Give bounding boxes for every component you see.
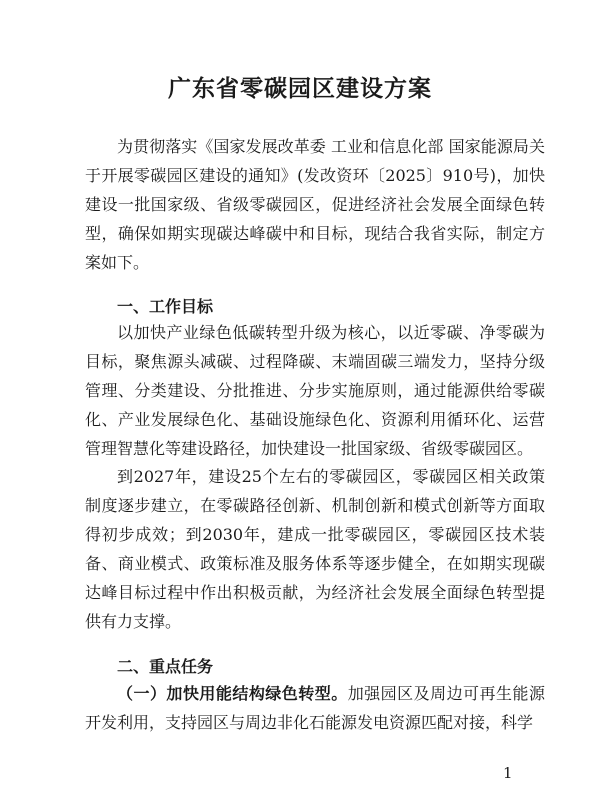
goals-paragraph-1: 以加快产业绿色低碳转型升级为核心，以近零碳、净零碳为目标，聚焦源头减碳、过程降碳、末端固碳三端发力，坚持分级管理、分类建设、分批推进、分步实施原则，通过能源供给零碳化、产业发展绿色化、基础设施绿色化、资源利用循环化、运营管理智慧化等建设路径，加快建设一批国家级、省级零碳园区。 [85, 323, 545, 458]
page-title: 广东省零碳园区建设方案 [168, 76, 432, 102]
task-text-1: 加强园区及周边可再生能源开发利用，支持园区与周边非化石能源发电资源匹配对接，科学 [85, 684, 545, 732]
section-heading-tasks: 二、重点任务 [117, 657, 214, 676]
goals-paragraph-2: 到2027年，建设25个左右的零碳园区，零碳园区相关政策制度逐步建立，在零碳路径创新、机制创新和模式创新等方面取得初步成效；到2030年，建成一批零碳园区，零碳园区技术装备、商业模式、政策标准及服务体系等逐步健全，在如期实现碳达峰目标过程中作出积极贡献，为经济社会发展全面绿色转型提供有力支撑。 [85, 467, 545, 631]
intro-paragraph: 为贯彻落实《国家发展改革委 工业和信息化部 国家能源局关于开展零碳园区建设的通知》(发改资环〔2025〕910号)，加快建设一批国家级、省级零碳园区，促进经济社会发展全面绿色转型，确保如期实现碳达峰碳中和目标，现结合我省实际，制定方案如下。 [85, 137, 545, 272]
task-paragraph-1 [85, 679, 545, 737]
task-title-1: （一）加快用能结构绿色转型。 [117, 684, 348, 703]
page-number: 1 [503, 764, 513, 782]
section-heading-goals: 一、工作目标 [117, 297, 214, 316]
